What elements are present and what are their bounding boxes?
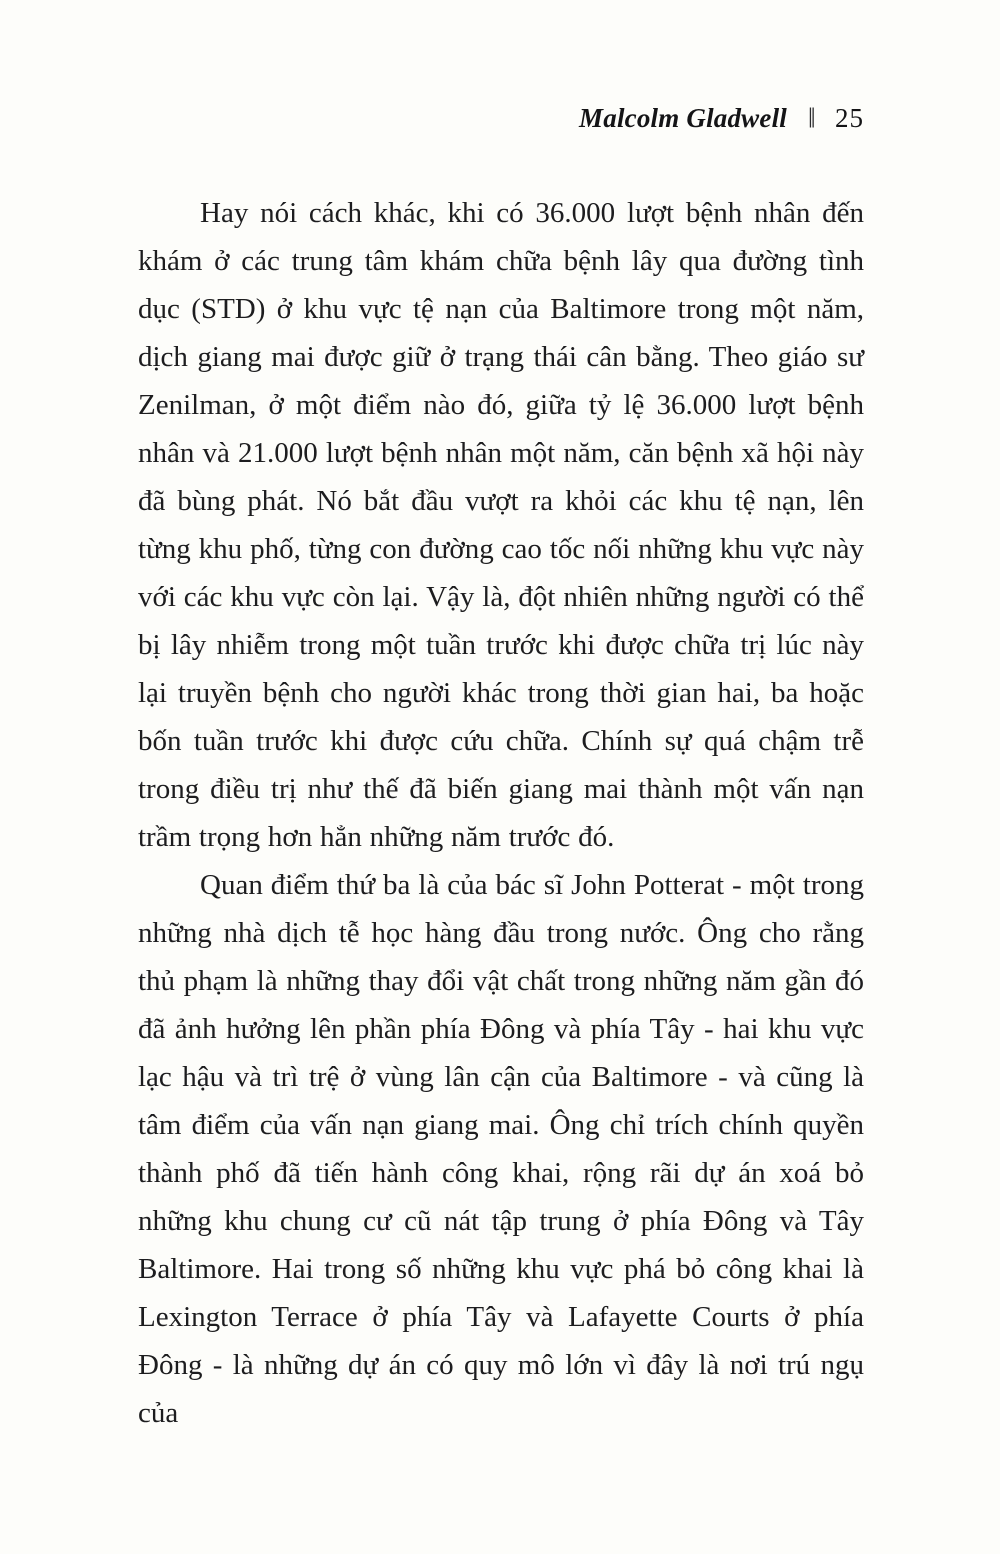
paragraph: Hay nói cách khác, khi có 36.000 lượt bệnh nhân đến khám ở các trung tâm khám chữa bệnh lây qua đường tình dục (STD) ở khu vực tệ nạn của Baltimore trong một năm, dịch giang mai được giữ ở trạng thái cân bằng. Theo giáo sư Zenilman, ở một điểm nào đó, giữa tỷ lệ 36.000 lượt bệnh nhân và 21.000 lượt bệnh nhân một năm, căn bệnh xã hội này đã bùng phát. Nó bắt đầu vượt ra khỏi các khu tệ nạn, lên từng khu phố, từng con đường cao tốc nối những khu vực này với các khu vực còn lại. Vậy là, đột nhiên những người có thể bị lây nhiễm trong một tuần trước khi được chữa trị lúc này lại truyền bệnh cho người khác trong thời gian hai, ba hoặc bốn tuần trước khi được cứu chữa. Chính sự quá chậm trễ trong điều trị như thế đã biến giang mai thành một vấn nạn trầm trọng hơn hẳn những năm trước đó. (138, 197, 864, 853)
running-header (138, 0, 864, 134)
running-header-author: Malcolm Gladwell (579, 103, 787, 133)
body-text (138, 189, 864, 1437)
page-number: 25 (835, 103, 864, 133)
paragraph: Quan điểm thứ ba là của bác sĩ John Potterat - một trong những nhà dịch tễ học hàng đầu trong nước. Ông cho rằng thủ phạm là những thay đổi vật chất trong những năm gần đó đã ảnh hưởng lên phần phía Đông và phía Tây - hai khu vực lạc hậu và trì trệ ở vùng lân cận của Baltimore - và cũng là tâm điểm của vấn nạn giang mai. Ông chỉ trích chính quyền thành phố đã tiến hành công khai, rộng rãi dự án xoá bỏ những khu chung cư cũ nát tập trung ở phía Đông và Tây Baltimore. Hai trong số những khu vực phá bỏ công khai là Lexington Terrace ở phía Tây và Lafayette Courts ở phía Đông - là những dự án có quy mô lớn vì đây là nơi trú ngụ của (138, 869, 864, 1429)
header-separator: ‖ (808, 102, 816, 134)
